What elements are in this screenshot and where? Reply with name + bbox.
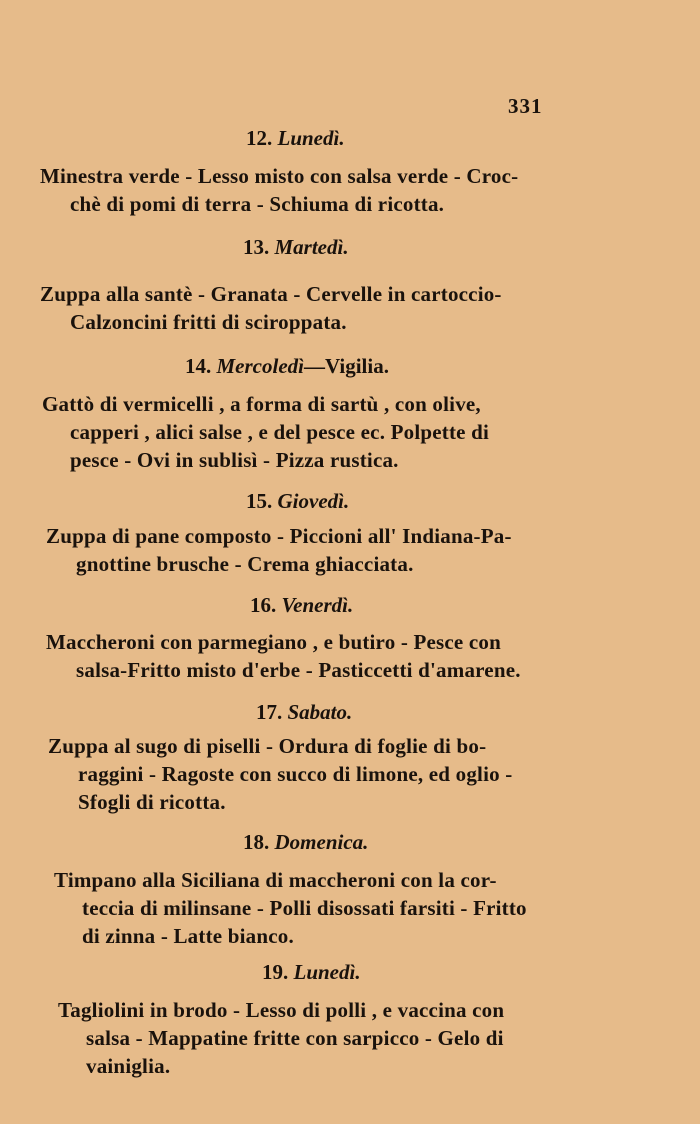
entry-day: Lunedì. xyxy=(277,126,345,150)
entry-text-line: Minestra verde - Lesso misto con salsa verde - Croc- xyxy=(40,164,519,188)
entry-heading xyxy=(243,830,368,855)
entry-text-line: gnottine brusche - Crema ghiacciata. xyxy=(76,552,414,576)
entry-heading xyxy=(246,126,345,151)
entry-text-line: salsa-Fritto misto d'erbe - Pasticcetti d'amarene. xyxy=(76,658,521,682)
entry-text-line: pesce - Ovi in sublisì - Pizza rustica. xyxy=(70,448,399,472)
entry-day: Lunedì. xyxy=(293,960,361,984)
entry-text-line: teccia di milinsane - Polli disossati farsiti - Fritto xyxy=(82,896,527,920)
entry-text-line: Zuppa al sugo di piselli - Ordura di foglie di bo- xyxy=(48,734,487,758)
entry-day: Martedì. xyxy=(274,235,349,259)
entry-day: Sabato. xyxy=(287,700,353,724)
entry-day: Venerdì. xyxy=(281,593,354,617)
entry-text-line: Zuppa alla santè - Granata - Cervelle in cartoccio- xyxy=(40,282,502,306)
entry-text-line: chè di pomi di terra - Schiuma di ricotta. xyxy=(70,192,445,216)
entry-heading xyxy=(262,960,361,985)
entry-number: 12. xyxy=(246,126,273,150)
entry-suffix: —Vigilia. xyxy=(303,354,389,378)
entry-number: 15. xyxy=(246,489,273,513)
entry-heading xyxy=(185,354,389,379)
entry-text-line: Zuppa di pane composto - Piccioni all' Indiana-Pa- xyxy=(46,524,512,548)
entry-text-line: Calzoncini fritti di sciroppata. xyxy=(70,310,347,334)
entry-day: Mercoledì xyxy=(216,354,304,378)
entry-text-line: di zinna - Latte bianco. xyxy=(82,924,294,948)
page-number: 331 xyxy=(508,94,543,118)
entry-day: Domenica. xyxy=(274,830,369,854)
entry-number: 14. xyxy=(185,354,212,378)
entry-text-line: Maccheroni con parmegiano , e butiro - Pesce con xyxy=(46,630,501,654)
entry-text-line: raggini - Ragoste con succo di limone, ed oglio - xyxy=(78,762,513,786)
entry-heading xyxy=(246,489,349,514)
entry-heading xyxy=(256,700,352,725)
entry-heading xyxy=(250,593,353,618)
entry-heading xyxy=(243,235,349,260)
entry-text-line: salsa - Mappatine fritte con sarpicco - Gelo di xyxy=(86,1026,504,1050)
entry-text-line: Timpano alla Siciliana di maccheroni con la cor- xyxy=(54,868,497,892)
entry-day: Giovedì. xyxy=(277,489,350,513)
entry-text-line: vainiglia. xyxy=(86,1054,171,1078)
entry-text-line: Gattò di vermicelli , a forma di sartù , con olive, xyxy=(42,392,481,416)
entry-number: 18. xyxy=(243,830,270,854)
entry-text-line: Tagliolini in brodo - Lesso di polli , e vaccina con xyxy=(58,998,505,1022)
entry-number: 13. xyxy=(243,235,270,259)
entry-number: 16. xyxy=(250,593,277,617)
entry-text-line: Sfogli di ricotta. xyxy=(78,790,226,814)
entry-number: 19. xyxy=(262,960,289,984)
entry-text-line: capperi , alici salse , e del pesce ec. Polpette di xyxy=(70,420,490,444)
entry-number: 17. xyxy=(256,700,283,724)
